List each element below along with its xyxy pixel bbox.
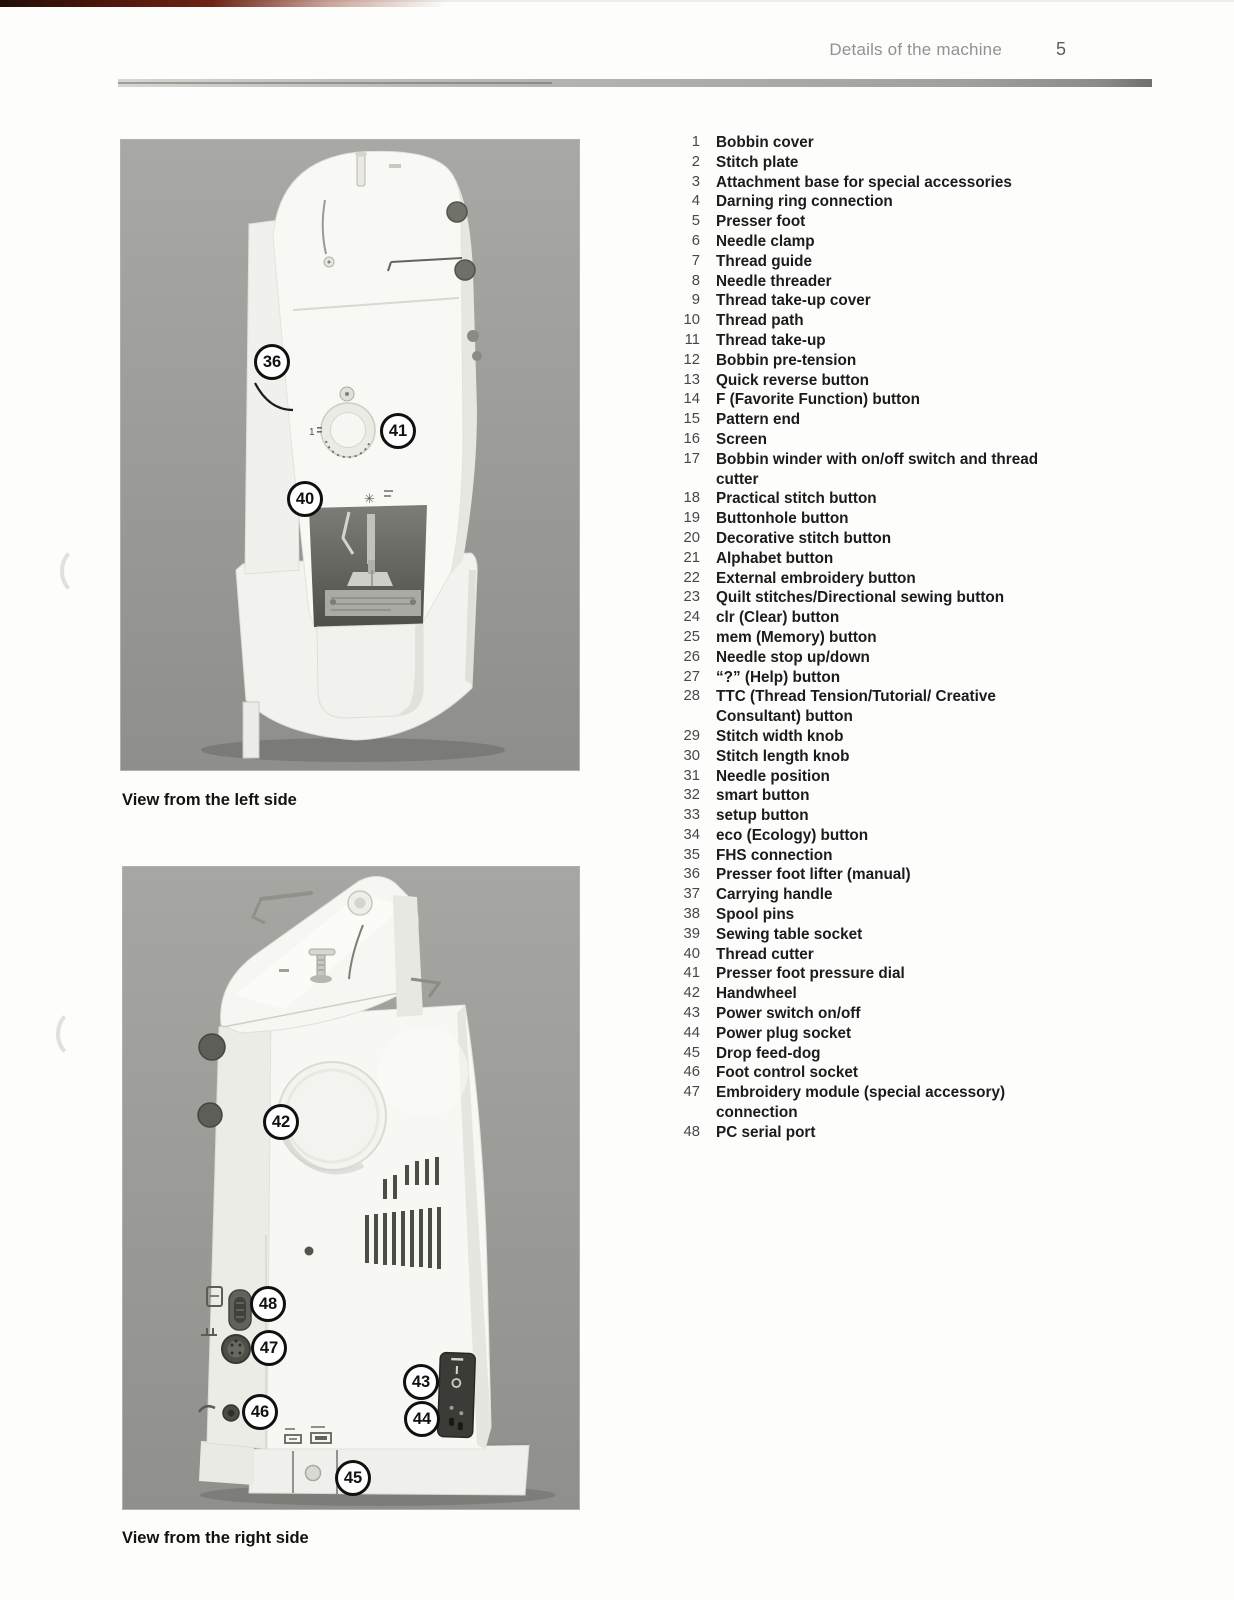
part-number: 9 bbox=[691, 292, 700, 309]
parts-list-item bbox=[672, 1024, 1102, 1044]
base-notch bbox=[243, 702, 259, 758]
part-label: Buttonhole button bbox=[716, 510, 849, 528]
parts-list-item bbox=[672, 826, 1102, 846]
part-number: 27 bbox=[683, 668, 700, 685]
part-number: 6 bbox=[691, 232, 700, 249]
callout-44-number: 44 bbox=[412, 1409, 432, 1428]
part-label: Pattern end bbox=[716, 411, 801, 429]
top-knob bbox=[348, 891, 372, 915]
part-number: 46 bbox=[683, 1064, 700, 1081]
parts-list-item bbox=[672, 450, 1102, 490]
scan-artifact-arc bbox=[60, 545, 106, 597]
parts-list-item bbox=[672, 964, 1102, 984]
part-number: 5 bbox=[691, 213, 700, 230]
parts-list-item bbox=[672, 1004, 1102, 1024]
part-label: Stitch width knob bbox=[716, 727, 844, 745]
part-label: Bobbin pre-tension bbox=[716, 351, 857, 369]
part-number: 15 bbox=[683, 411, 700, 428]
part-number: 42 bbox=[683, 985, 700, 1002]
part-number: 17 bbox=[683, 450, 700, 467]
part-label: Alphabet button bbox=[716, 549, 834, 567]
part-label: Thread guide bbox=[716, 252, 813, 270]
parts-list-item bbox=[672, 390, 1102, 410]
part-number: 13 bbox=[683, 371, 700, 388]
part-label: Thread take-up bbox=[716, 331, 826, 349]
part-label: Practical stitch button bbox=[716, 490, 877, 508]
callout-36-number: 36 bbox=[262, 352, 282, 371]
part-number: 43 bbox=[683, 1005, 700, 1022]
parts-list-item bbox=[672, 806, 1102, 826]
parts-list-item bbox=[672, 1083, 1102, 1123]
part-label: Power switch on/off bbox=[716, 1005, 861, 1023]
part-label: clr (Clear) button bbox=[716, 609, 840, 627]
callout-43-number: 43 bbox=[411, 1372, 431, 1391]
part-label: Presser foot pressure dial bbox=[716, 965, 905, 983]
parts-list-item bbox=[672, 430, 1102, 450]
parts-list-item bbox=[672, 588, 1102, 608]
part-number: 35 bbox=[683, 846, 700, 863]
parts-list-item bbox=[672, 192, 1102, 212]
parts-list-item bbox=[672, 410, 1102, 430]
part-number: 24 bbox=[683, 609, 700, 626]
part-number: 22 bbox=[683, 569, 700, 586]
part-label: Stitch plate bbox=[716, 153, 799, 171]
part-number: 23 bbox=[683, 589, 700, 606]
part-number: 28 bbox=[683, 688, 700, 705]
part-label: FHS connection bbox=[716, 846, 833, 864]
part-label: External embroidery button bbox=[716, 569, 916, 587]
photo-left-side bbox=[120, 139, 580, 771]
part-label: Screen bbox=[716, 430, 768, 448]
page-top-red-strip bbox=[0, 0, 470, 7]
parts-list-item bbox=[672, 351, 1102, 371]
part-number: 39 bbox=[683, 925, 700, 942]
page-number: 5 bbox=[1056, 39, 1067, 59]
part-label: Bobbin winder with on/off switch and thread cutter bbox=[716, 450, 1039, 488]
caption-right-side: View from the right side bbox=[122, 1529, 309, 1547]
part-number: 11 bbox=[684, 331, 700, 348]
part-number: 16 bbox=[683, 430, 700, 447]
callout-47-number: 47 bbox=[259, 1338, 279, 1357]
parts-list-item bbox=[672, 212, 1102, 232]
part-label: Quilt stitches/Directional sewing button bbox=[716, 589, 1005, 607]
stitch-plate bbox=[325, 590, 421, 616]
parts-list-item bbox=[672, 153, 1102, 173]
part-label: Power plug socket bbox=[716, 1024, 852, 1042]
part-number: 12 bbox=[683, 351, 700, 368]
part-label: Attachment base for special accessories bbox=[716, 173, 1012, 191]
parts-list-item bbox=[672, 272, 1102, 292]
part-label: Quick reverse button bbox=[716, 371, 870, 389]
part-label: Thread take-up cover bbox=[716, 292, 871, 310]
part-label: setup button bbox=[716, 807, 809, 825]
part-number: 40 bbox=[683, 945, 700, 962]
part-number: 26 bbox=[683, 648, 700, 665]
part-label: Carrying handle bbox=[716, 886, 833, 904]
parts-list-item bbox=[672, 846, 1102, 866]
parts-list-item bbox=[672, 1123, 1102, 1143]
part-number: 29 bbox=[683, 727, 700, 744]
part-label: PC serial port bbox=[716, 1123, 816, 1141]
running-header: Details of the machine bbox=[829, 40, 1002, 59]
parts-list-item bbox=[672, 252, 1102, 272]
machine-left-illustration bbox=[121, 140, 579, 770]
part-number: 31 bbox=[683, 767, 700, 784]
parts-list-item bbox=[672, 173, 1102, 193]
part-label: smart button bbox=[716, 787, 810, 805]
callout-43 bbox=[403, 1364, 439, 1400]
parts-list-item bbox=[672, 687, 1102, 727]
callout-48 bbox=[250, 1286, 286, 1322]
part-number: 34 bbox=[683, 826, 700, 843]
part-number: 7 bbox=[691, 252, 700, 269]
part-label: mem (Memory) button bbox=[716, 628, 877, 646]
parts-list-item bbox=[672, 727, 1102, 747]
parts-list-item bbox=[672, 529, 1102, 549]
svg-text:✳: ✳ bbox=[364, 492, 375, 507]
callout-46 bbox=[242, 1394, 278, 1430]
part-number: 48 bbox=[683, 1123, 700, 1140]
part-label: Handwheel bbox=[716, 985, 797, 1003]
part-label: Stitch length knob bbox=[716, 747, 850, 765]
part-number: 25 bbox=[683, 628, 700, 645]
parts-list-item bbox=[672, 865, 1102, 885]
callout-41 bbox=[380, 413, 416, 449]
part-label: Drop feed-dog bbox=[716, 1044, 821, 1062]
part-label: F (Favorite Function) button bbox=[716, 391, 920, 409]
parts-list-item bbox=[672, 925, 1102, 945]
parts-list-item bbox=[672, 767, 1102, 787]
parts-list-item bbox=[672, 489, 1102, 509]
parts-list-item bbox=[672, 648, 1102, 668]
part-number: 14 bbox=[683, 391, 700, 408]
parts-list-item bbox=[672, 133, 1102, 153]
part-number: 8 bbox=[691, 272, 700, 289]
part-label: Needle position bbox=[716, 767, 830, 785]
callout-42-number: 42 bbox=[271, 1112, 291, 1131]
part-label: Embroidery module (special accessory) connection bbox=[716, 1084, 1006, 1122]
part-label: Decorative stitch button bbox=[716, 529, 892, 547]
part-label: TTC (Thread Tension/Tutorial/ Creative Consultant) button bbox=[716, 688, 996, 726]
part-number: 32 bbox=[683, 787, 700, 804]
part-label: Thread path bbox=[716, 312, 804, 330]
callout-46-number: 46 bbox=[250, 1402, 270, 1421]
part-number: 2 bbox=[691, 153, 700, 170]
parts-list-item bbox=[672, 1063, 1102, 1083]
part-number: 3 bbox=[691, 173, 700, 190]
part-number: 41 bbox=[683, 965, 700, 982]
parts-list-item bbox=[672, 331, 1102, 351]
header-rule bbox=[118, 79, 1152, 87]
parts-list-item bbox=[672, 984, 1102, 1004]
part-number: 1 bbox=[691, 134, 700, 150]
parts-list-item bbox=[672, 668, 1102, 688]
part-label: “?” (Help) button bbox=[716, 668, 841, 686]
part-number: 38 bbox=[683, 906, 700, 923]
part-label: eco (Ecology) button bbox=[716, 826, 869, 844]
callout-36 bbox=[254, 344, 290, 380]
callout-44 bbox=[404, 1401, 440, 1437]
part-label: Presser foot bbox=[716, 213, 806, 231]
part-number: 18 bbox=[683, 490, 700, 507]
part-number: 20 bbox=[683, 529, 700, 546]
parts-list-item bbox=[672, 905, 1102, 925]
body-screw-dot bbox=[305, 1247, 314, 1256]
part-label: Needle threader bbox=[716, 272, 832, 290]
part-number: 19 bbox=[683, 510, 700, 527]
part-label: Spool pins bbox=[716, 906, 795, 924]
parts-list-item bbox=[672, 569, 1102, 589]
part-label: Foot control socket bbox=[716, 1064, 858, 1082]
part-number: 44 bbox=[683, 1024, 700, 1041]
parts-list-item bbox=[672, 608, 1102, 628]
needle-area bbox=[309, 505, 427, 627]
parts-list-item bbox=[672, 509, 1102, 529]
scan-artifact-arc bbox=[56, 1008, 102, 1060]
machine-right-illustration bbox=[123, 867, 579, 1509]
part-number: 21 bbox=[683, 549, 700, 566]
parts-list-item bbox=[672, 371, 1102, 391]
free-arm bbox=[317, 624, 423, 718]
part-number: 10 bbox=[683, 312, 700, 329]
parts-list-item bbox=[672, 291, 1102, 311]
callout-40-number: 40 bbox=[295, 489, 315, 508]
parts-list-item bbox=[672, 945, 1102, 965]
callout-41-number: 41 bbox=[388, 421, 408, 440]
part-label: Thread cutter bbox=[716, 945, 814, 963]
part-number: 30 bbox=[683, 747, 700, 764]
caption-left-side: View from the left side bbox=[122, 791, 297, 809]
power-panel bbox=[438, 1352, 476, 1437]
part-number: 4 bbox=[691, 193, 700, 210]
part-label: Darning ring connection bbox=[716, 193, 893, 211]
parts-list bbox=[672, 133, 1102, 1143]
part-number: 33 bbox=[683, 807, 700, 824]
part-label: Needle clamp bbox=[716, 232, 815, 250]
callout-48-number: 48 bbox=[258, 1294, 278, 1313]
parts-list-item bbox=[672, 628, 1102, 648]
part-label: Presser foot lifter (manual) bbox=[716, 866, 911, 884]
part-label: Bobbin cover bbox=[716, 134, 814, 151]
callout-47 bbox=[251, 1330, 287, 1366]
parts-list-item bbox=[672, 885, 1102, 905]
parts-list-item bbox=[672, 311, 1102, 331]
part-number: 47 bbox=[683, 1084, 700, 1101]
callout-45-number: 45 bbox=[343, 1468, 363, 1487]
callout-40 bbox=[287, 481, 323, 517]
parts-list-item bbox=[672, 232, 1102, 252]
parts-list-item bbox=[672, 747, 1102, 767]
parts-list-item bbox=[672, 549, 1102, 569]
part-number: 37 bbox=[683, 886, 700, 903]
part-label: Sewing table socket bbox=[716, 925, 863, 943]
photo-right-side bbox=[122, 866, 580, 1510]
drop-feed-dog-hole bbox=[306, 1466, 321, 1481]
part-number: 36 bbox=[683, 866, 700, 883]
part-label: Needle stop up/down bbox=[716, 648, 870, 666]
callout-45 bbox=[335, 1460, 371, 1496]
parts-list-item bbox=[672, 786, 1102, 806]
callout-42 bbox=[263, 1104, 299, 1140]
parts-list-item bbox=[672, 1044, 1102, 1064]
svg-text:1: 1 bbox=[309, 427, 315, 438]
part-number: 45 bbox=[683, 1044, 700, 1061]
